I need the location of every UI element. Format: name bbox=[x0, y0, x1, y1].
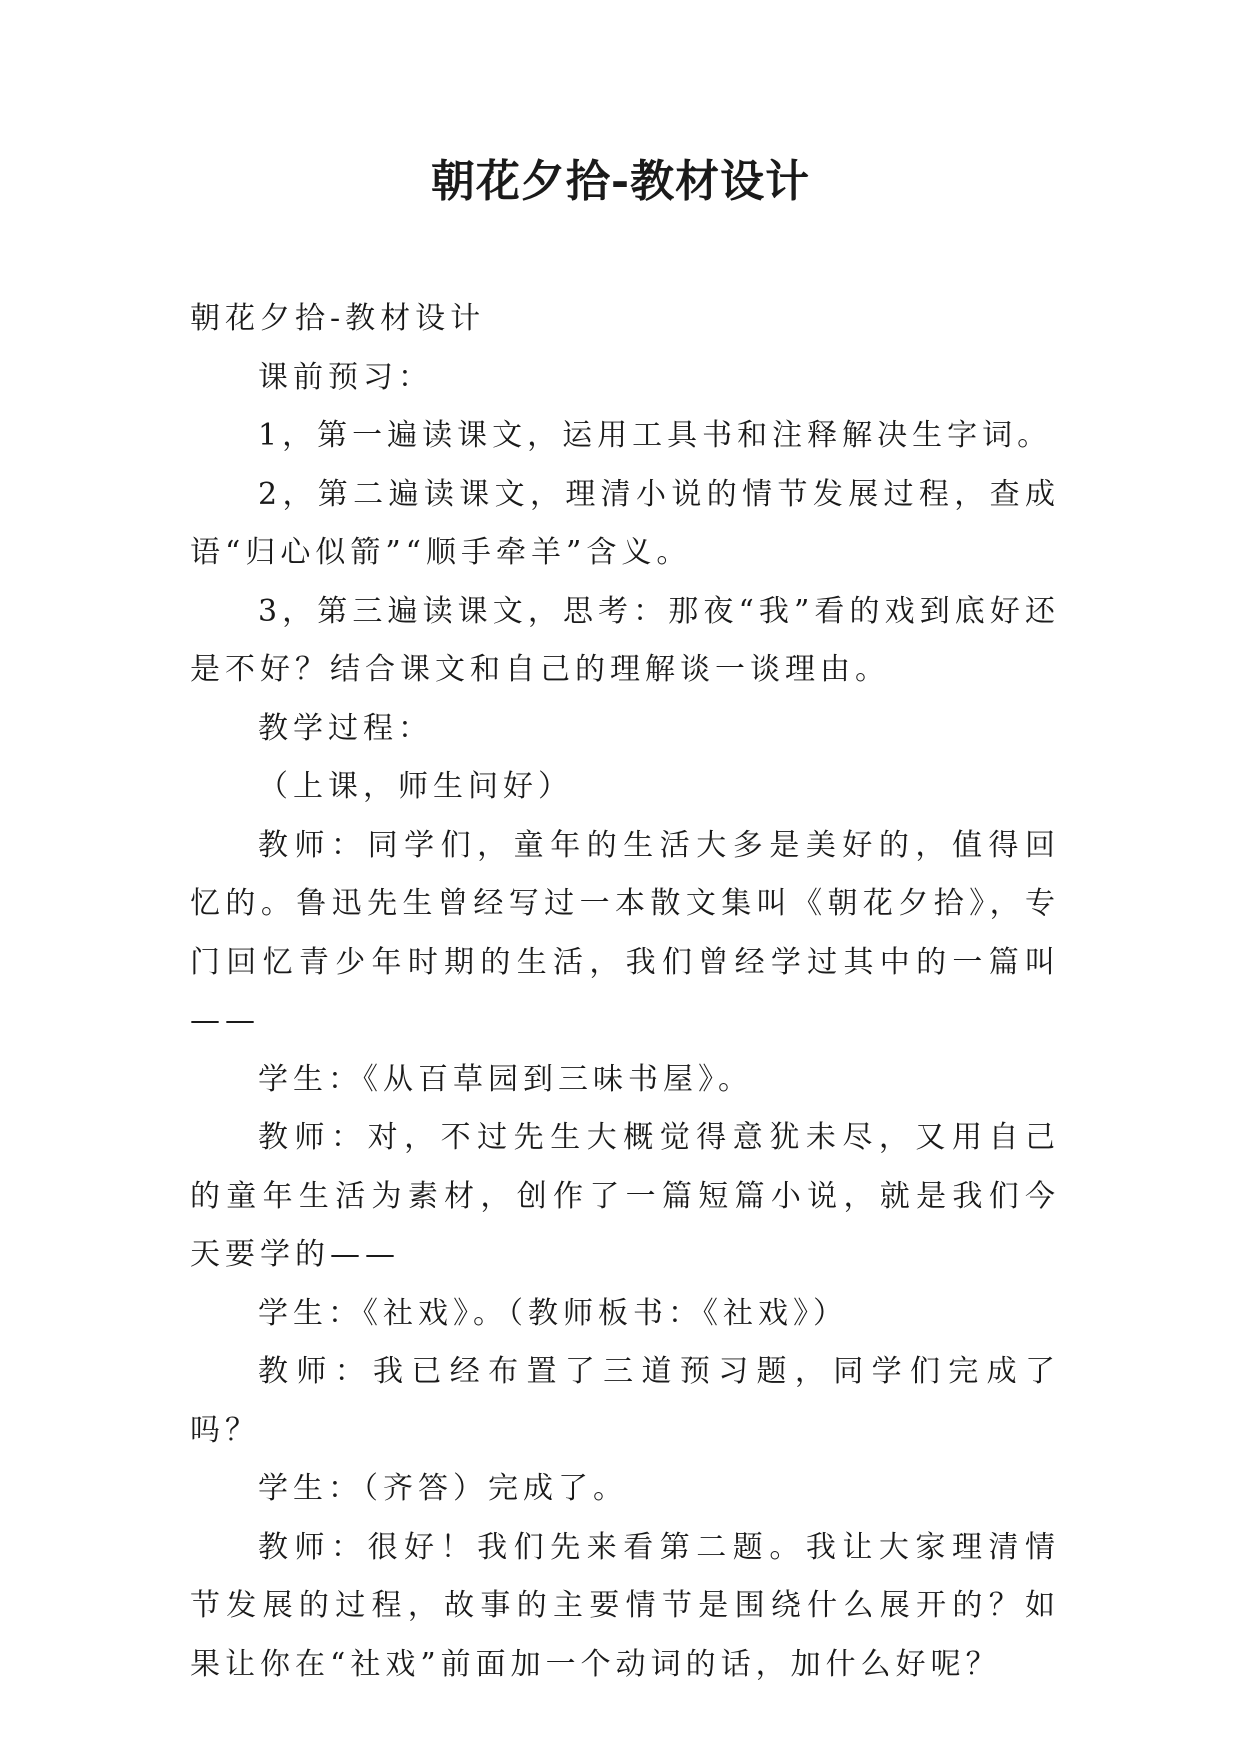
document-title: 朝花夕拾-教材设计 bbox=[430, 156, 811, 207]
paragraph: 教师：同学们，童年的生活大多是美好的，值得回忆的。鲁迅先生曾经写过一本散文集叫《朝花夕拾》，专门回忆青少年时期的生活，我们曾经学过其中的一篇叫—— bbox=[190, 827, 1060, 1038]
paragraph: 教师：对，不过先生大概觉得意犹未尽，又用自己的童年生活为素材，创作了一篇短篇小说，就是我们今天要学的—— bbox=[190, 1120, 1060, 1272]
document-body bbox=[190, 290, 1060, 1694]
paragraph: 教学过程： bbox=[258, 710, 433, 746]
paragraph: 教师：很好！我们先来看第二题。我让大家理清情节发展的过程，故事的主要情节是围绕什么展开的？如果让你在“社戏”前面加一个动词的话，加什么好呢？ bbox=[190, 1529, 1060, 1682]
paragraph: 3，第三遍读课文，思考：那夜“我”看的戏到底好还是不好？结合课文和自己的理解谈一谈理由。 bbox=[190, 593, 1060, 687]
paragraph: 学生：《社戏》。（教师板书：《社戏》） bbox=[258, 1295, 848, 1331]
paragraph: 课前预习： bbox=[258, 359, 433, 395]
paragraph: 朝花夕拾-教材设计 bbox=[190, 301, 486, 336]
paragraph: 教师：我已经布置了三道预习题，同学们完成了吗？ bbox=[190, 1354, 1060, 1448]
paragraph: （上课，师生问好） bbox=[258, 769, 573, 804]
paragraph: 1，第一遍读课文，运用工具书和注释解决生字词。 bbox=[258, 418, 1053, 453]
paragraph: 学生：（齐答）完成了。 bbox=[258, 1471, 628, 1506]
paragraph: 学生：《从百草园到三味书屋》。 bbox=[258, 1061, 753, 1097]
paragraph: 2，第二遍读课文，理清小说的情节发展过程，查成语“归心似箭”“顺手牵羊”含义。 bbox=[190, 476, 1060, 570]
